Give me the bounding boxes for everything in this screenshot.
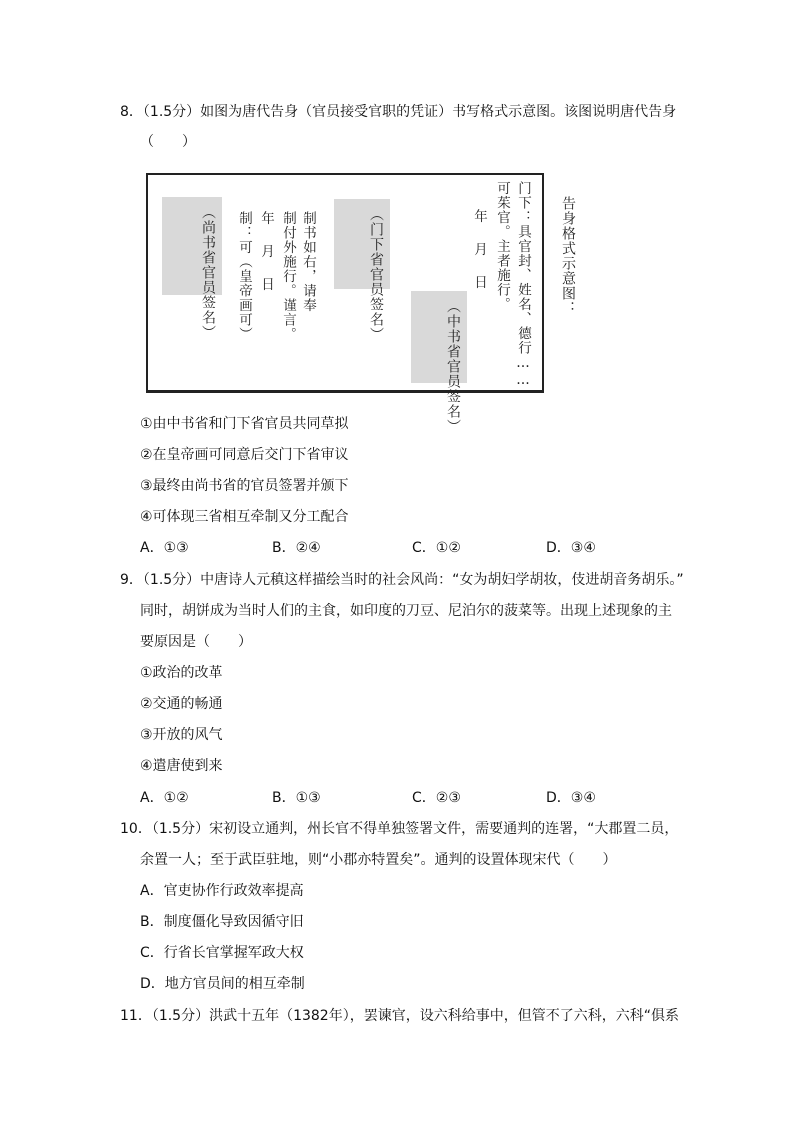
q9-item-4: ④遣唐使到来 [140, 758, 223, 774]
q8-choice-b[interactable]: B．②④ [272, 540, 321, 556]
q9-choice-a[interactable]: A．①② [140, 790, 189, 806]
q8-choice-d[interactable]: D．③④ [546, 540, 596, 556]
fig-col-menxia: 门下：具官封、姓名、德行…… [515, 181, 531, 389]
fig-col-zhishu2: 制付外施行。谨言。 [280, 211, 296, 342]
fig-title: 告身格式示意图： [560, 196, 576, 316]
fig-sig-menxia: （门下省官员签名） [334, 199, 390, 289]
fig-sig-shangshu: （尚书省官员签名） [162, 197, 222, 295]
fig-col-ketuo: 可茱官。主者施行。 [494, 181, 510, 312]
fig-col-zhishu1: 制书如右，请奉 [300, 211, 316, 313]
q10-stem-line1: 10．（1.5分）宋初设立通判，州长官不得单独签署文件，需要通判的连署，“大郡置二员， [120, 821, 679, 837]
q8-stem: 8．（1.5分）如图为唐代告身（官员接受官职的凭证）书写格式示意图。该图说明唐代告身 [120, 104, 677, 120]
fig-col-zhike: 制：可（皇帝画可） [236, 211, 252, 342]
q9-item-3: ③开放的风气 [140, 727, 223, 743]
q8-choice-c[interactable]: C．①② [412, 540, 461, 556]
q9-choice-c[interactable]: C．②③ [412, 790, 461, 806]
fig-col-date2: 年 月 日 [258, 211, 274, 294]
q9-stem-line1: 9．（1.5分）中唐诗人元稹这样描绘当时的社会风尚：“女为胡妇学胡妆，伎进胡音务胡乐。” [120, 572, 684, 588]
q9-stem-line2: 同时，胡饼成为当时人们的主食，如印度的刀豆、尼泊尔的菠菜等。出现上述现象的主 [140, 603, 672, 619]
q11-stem-line1: 11．（1.5分）洪武十五年（1382年），罢谏官，设六科给事中，但管不了六科，六科“俱系 [120, 1008, 679, 1024]
q10-choice-d[interactable]: D．地方官员间的相互牵制 [140, 976, 305, 992]
q8-choice-a[interactable]: A．①③ [140, 540, 189, 556]
q9-item-2: ②交通的畅通 [140, 696, 223, 712]
q9-item-1: ①政治的改革 [140, 665, 223, 681]
q10-choice-b[interactable]: B．制度僵化导致因循守旧 [140, 914, 304, 930]
q8-item-4: ④可体现三省相互牵制又分工配合 [140, 509, 349, 525]
q10-choice-c[interactable]: C．行省长官掌握军政大权 [140, 945, 304, 961]
q9-choice-d[interactable]: D．③④ [546, 790, 596, 806]
q8-item-3: ③最终由尚书省的官员签署并颁下 [140, 478, 349, 494]
fig-col-date1: 年 月 日 [471, 209, 487, 292]
q10-choice-a[interactable]: A．官吏协作行政效率提高 [140, 883, 304, 899]
q8-item-2: ②在皇帝画可同意后交门下省审议 [140, 447, 349, 463]
q10-stem-line2: 余置一人；至于武臣驻地，则“小郡亦特置矣”。通判的设置体现宋代（ ） [140, 852, 617, 868]
q9-stem-line3: 要原因是（ ） [140, 634, 252, 650]
q9-choice-b[interactable]: B．①③ [272, 790, 321, 806]
fig-sig-zhongshu: （中书省官员签名） [411, 291, 467, 383]
q8-item-1: ①由中书省和门下省官员共同草拟 [140, 416, 349, 432]
q8-paren: （ ） [140, 134, 196, 150]
